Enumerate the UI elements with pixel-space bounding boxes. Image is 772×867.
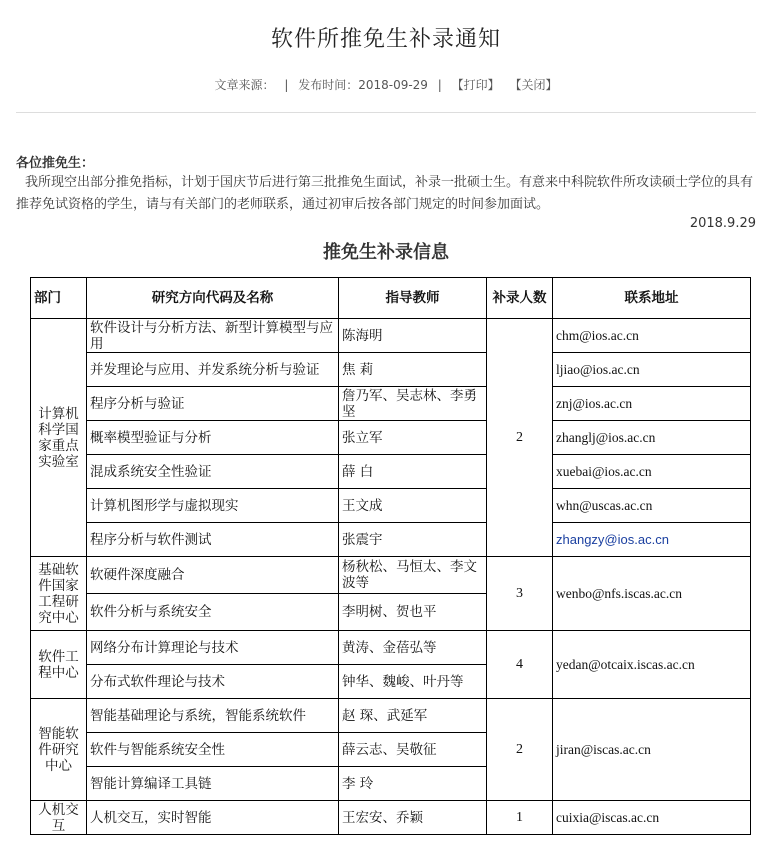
advisor-cell: 王文成: [339, 489, 487, 523]
meta-separator: |: [284, 78, 289, 92]
table-row: [31, 523, 751, 557]
advisor-cell: 张立军: [339, 421, 487, 455]
email-cell: chm@ios.ac.cn: [553, 319, 751, 353]
advisor-cell: 赵 琛、武延军: [339, 699, 487, 733]
table-row: [31, 801, 751, 835]
direction-cell: 程序分析与软件测试: [87, 523, 339, 557]
table-row: [31, 699, 751, 733]
email-link[interactable]: zhangzy@ios.ac.cn: [553, 523, 751, 557]
direction-cell: 网络分布计算理论与技术: [87, 631, 339, 665]
dept-cell: 基础软件国家工程研究中心: [31, 557, 87, 631]
header-advisor: 指导教师: [339, 278, 487, 319]
advisor-cell: 张震宇: [339, 523, 487, 557]
table-title: 推免生补录信息: [323, 242, 449, 263]
advisor-cell: 陈海明: [339, 319, 487, 353]
article-meta: [0, 76, 772, 93]
dept-cell: 人机交互: [31, 801, 87, 835]
table-row: [31, 455, 751, 489]
greeting: 各位推免生：: [16, 156, 95, 171]
email-cell: znj@ios.ac.cn: [553, 387, 751, 421]
dept-cell: 计算机科学国家重点实验室: [31, 319, 87, 557]
direction-cell: 混成系统安全性验证: [87, 455, 339, 489]
advisor-cell: 王宏安、乔颖: [339, 801, 487, 835]
advisor-cell: 李 玲: [339, 767, 487, 801]
email-cell: cuixia@iscas.ac.cn: [553, 801, 751, 835]
email-cell: jiran@iscas.ac.cn: [553, 699, 751, 801]
notice-body: 我所现空出部分推免指标，计划于国庆节后进行第三批推免生面试，补录一批硕士生。有意来中科院软件所攻读硕士学位的具有推荐免试资格的学生，请与有关部门的老师联系，通过初审后按各部门规定的时间参加面试。: [16, 175, 754, 212]
direction-cell: 软件与智能系统安全性: [87, 733, 339, 767]
header-contact: 联系地址: [553, 278, 751, 319]
advisor-cell: 李明树、贺也平: [339, 594, 487, 631]
print-link[interactable]: 【打印】: [451, 78, 500, 92]
quota-cell: 2: [487, 699, 553, 801]
direction-cell: 人机交互，实时智能: [87, 801, 339, 835]
page-title: 软件所推免生补录通知: [270, 27, 501, 52]
direction-cell: 并发理论与应用、并发系统分析与验证: [87, 353, 339, 387]
direction-cell: 软件分析与系统安全: [87, 594, 339, 631]
quota-cell: 3: [487, 557, 553, 631]
direction-cell: 程序分析与验证: [87, 387, 339, 421]
email-cell: whn@uscas.ac.cn: [553, 489, 751, 523]
dept-cell: 智能软件研究中心: [31, 699, 87, 801]
direction-cell: 软硬件深度融合: [87, 557, 339, 594]
direction-cell: 软件设计与分析方法、新型计算模型与应用: [87, 319, 339, 353]
advisor-cell: 薛 白: [339, 455, 487, 489]
email-cell: yedan@otcaix.iscas.ac.cn: [553, 631, 751, 699]
quota-cell: 4: [487, 631, 553, 699]
direction-cell: 分布式软件理论与技术: [87, 665, 339, 699]
direction-cell: 智能计算编译工具链: [87, 767, 339, 801]
table-row: [31, 489, 751, 523]
source-label: 文章来源：: [214, 78, 275, 92]
advisor-cell: 薛云志、吴敬征: [339, 733, 487, 767]
advisor-cell: 杨秋松、马恒太、李文波等: [339, 557, 487, 594]
publish-time: 发布时间：2018-09-29: [298, 78, 428, 92]
table-row: [31, 631, 751, 665]
table-row: [31, 421, 751, 455]
close-link[interactable]: 【关闭】: [509, 78, 558, 92]
advisor-cell: 黄涛、金蓓弘等: [339, 631, 487, 665]
direction-cell: 计算机图形学与虚拟现实: [87, 489, 339, 523]
meta-separator: |: [437, 78, 442, 92]
header-direction: 研究方向代码及名称: [87, 278, 339, 319]
table-header-row: [31, 278, 751, 319]
quota-cell: 1: [487, 801, 553, 835]
table-row: [31, 387, 751, 421]
email-cell: xuebai@ios.ac.cn: [553, 455, 751, 489]
email-cell: zhanglj@ios.ac.cn: [553, 421, 751, 455]
divider: [16, 112, 756, 113]
table-row: [31, 557, 751, 594]
header-dept: 部门: [31, 278, 87, 319]
table-row: [31, 319, 751, 353]
recruitment-table: [30, 277, 751, 835]
notice-date: 2018.9.29: [689, 216, 756, 231]
dept-cell: 软件工程中心: [31, 631, 87, 699]
header-quota: 补录人数: [487, 278, 553, 319]
email-cell: ljiao@ios.ac.cn: [553, 353, 751, 387]
advisor-cell: 詹乃军、吴志林、李勇坚: [339, 387, 487, 421]
advisor-cell: 钟华、魏峻、叶丹等: [339, 665, 487, 699]
direction-cell: 智能基础理论与系统，智能系统软件: [87, 699, 339, 733]
direction-cell: 概率模型验证与分析: [87, 421, 339, 455]
quota-cell: 2: [487, 319, 553, 557]
table-row: [31, 353, 751, 387]
advisor-cell: 焦 莉: [339, 353, 487, 387]
email-cell: wenbo@nfs.iscas.ac.cn: [553, 557, 751, 631]
